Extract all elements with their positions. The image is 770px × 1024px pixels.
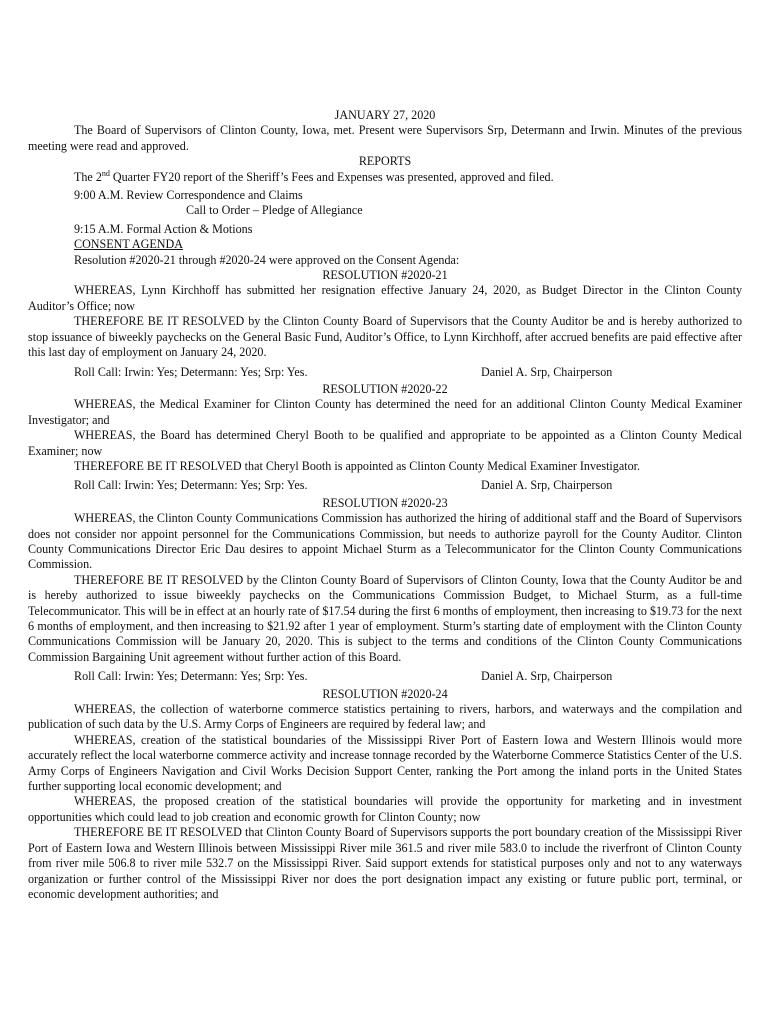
schedule-900-line1: 9:00 A.M. Review Correspondence and Claims bbox=[74, 188, 303, 203]
roll-call-votes: Roll Call: Irwin: Yes; Determann: Yes; Srp: Yes. bbox=[74, 478, 308, 493]
report-superscript: nd bbox=[101, 168, 110, 178]
consent-agenda-heading: CONSENT AGENDA bbox=[74, 237, 183, 252]
resolution-23-whereas: WHEREAS, the Clinton County Communications Commission has authorized the hiring of additional staff and the Board of Supervisors does not consider nor appoint personnel for the Communications Commission, but needs to authorize payroll for the County Auditor. Clinton County Communications Director Eric Dau desires to appoint Michael Sturm as a Telecommunicator for the Clinton County Communications Commission. bbox=[28, 511, 742, 572]
resolution-24-whereas-2: WHEREAS, creation of the statistical boundaries of the Mississippi River Port of Eastern Iowa and Western Illinois would more accurately reflect the local waterborne commerce activity and increase tonnage recorded by the Waterborne Commerce Statistics Center of the U.S. Army Corps of Engineers Navigation and Civil Works Decision Support Center, ranking the Port among the inland ports in the United States further supporting local economic development; and bbox=[28, 732, 742, 794]
roll-call-chair: Daniel A. Srp, Chairperson bbox=[481, 669, 613, 684]
consent-agenda-text: Resolution #2020-21 through #2020-24 were approved on the Consent Agenda: bbox=[74, 252, 460, 267]
report-text-start: The 2 bbox=[74, 169, 102, 184]
reports-heading: REPORTS bbox=[358, 154, 412, 169]
schedule-900 bbox=[28, 188, 742, 219]
resolution-21-whereas: WHEREAS, Lynn Kirchhoff has submitted her resignation effective January 24, 2020, as Budget Director in the Clinton County Auditor’s Office; now bbox=[28, 283, 742, 313]
roll-call-chair: Daniel A. Srp, Chairperson bbox=[481, 364, 613, 379]
resolution-24-resolved: THEREFORE BE IT RESOLVED that Clinton County Board of Supervisors supports the port boundary creation of the Mississippi River Port of Eastern Iowa and Western Illinois between Mississippi River mile 361.5 and river mile 583.0 to include the riverfront of Clinton County from river mile 506.8 to river mile 532.7 on the Mississippi River. Said support extends for statistical purposes only and not to any waterways organization or further control of the Mississippi River nor does the port designation impact any existing or future public port, terminal, or economic development authorities; and bbox=[28, 825, 742, 901]
resolution-21-title: RESOLUTION #2020-21 bbox=[322, 268, 448, 283]
resolution-22-resolved: THEREFORE BE IT RESOLVED that Cheryl Booth is appointed as Clinton County Medical Examiner Investigator. bbox=[74, 458, 641, 473]
meeting-date: JANUARY 27, 2020 bbox=[334, 108, 436, 122]
resolution-23-resolved: THEREFORE BE IT RESOLVED by the Clinton County Board of Supervisors of Clinton County, Iowa that the County Auditor be and is hereby authorized to issue biweekly paychecks on the Communications Commission Budget, to Michael Sturm, as a full-time Telecommunicator. This will be in effect at an hourly rate of $17.54 during the first 6 months of employment, then increasing to $19.73 for the next 6 months of employment, and then increasing to $21.92 after 1 year of employment. Sturm’s starting date of employment with the Clinton County Communications Commission will be January 20, 2020. This is subject to the terms and conditions of the Clinton County Communications Commission Bargaining Unit agreement without further action of this Board. bbox=[28, 572, 742, 664]
resolution-22-title: RESOLUTION #2020-22 bbox=[322, 381, 448, 396]
report-paragraph bbox=[28, 170, 742, 185]
resolution-23-roll-call bbox=[28, 669, 742, 684]
roll-call-votes: Roll Call: Irwin: Yes; Determann: Yes; Srp: Yes. bbox=[74, 669, 308, 684]
resolution-24-whereas-1: WHEREAS, the collection of waterborne commerce statistics pertaining to rivers, harbors, and waterways and the compilation and publication of such data by the U.S. Army Corps of Engineers are required by federal law; and bbox=[28, 702, 742, 732]
intro-paragraph: The Board of Supervisors of Clinton County, Iowa, met. Present were Supervisors Srp, Determann and Irwin. Minutes of the previous meeting were read and approved. bbox=[28, 123, 742, 153]
roll-call-votes: Roll Call: Irwin: Yes; Determann: Yes; Srp: Yes. bbox=[74, 364, 308, 379]
report-text-end: Quarter FY20 report of the Sheriff’s Fees and Expenses was presented, approved and filed. bbox=[109, 169, 554, 184]
resolution-22-whereas-2: WHEREAS, the Board has determined Cheryl Booth to be qualified and appropriate to be appointed as a Clinton County Medical Examiner; now bbox=[28, 428, 742, 458]
roll-call-chair: Daniel A. Srp, Chairperson bbox=[481, 478, 613, 493]
schedule-900-line2: Call to Order – Pledge of Allegiance bbox=[186, 203, 363, 218]
minutes-page bbox=[28, 108, 742, 902]
resolution-21-roll-call bbox=[28, 365, 742, 380]
resolution-22-whereas-1: WHEREAS, the Medical Examiner for Clinton County has determined the need for an additional Clinton County Medical Examiner Investigator; and bbox=[28, 397, 742, 427]
resolution-21-resolved: THEREFORE BE IT RESOLVED by the Clinton County Board of Supervisors that the County Auditor be and is hereby authorized to stop issuance of biweekly paychecks on the General Basic Fund, Auditor’s Office, to Lynn Kirchhoff, after accrued benefits are paid effective after this last day of employment on January 24, 2020. bbox=[28, 314, 742, 360]
resolution-24-title: RESOLUTION #2020-24 bbox=[322, 686, 448, 701]
resolution-23-title: RESOLUTION #2020-23 bbox=[322, 495, 448, 510]
resolution-22-roll-call bbox=[28, 478, 742, 493]
resolution-24-whereas-3: WHEREAS, the proposed creation of the statistical boundaries will provide the opportunity for marketing and in investment opportunities which could lead to job creation and economic growth for Clinton County; now bbox=[28, 794, 742, 824]
schedule-915: 9:15 A.M. Formal Action & Motions bbox=[74, 221, 253, 236]
